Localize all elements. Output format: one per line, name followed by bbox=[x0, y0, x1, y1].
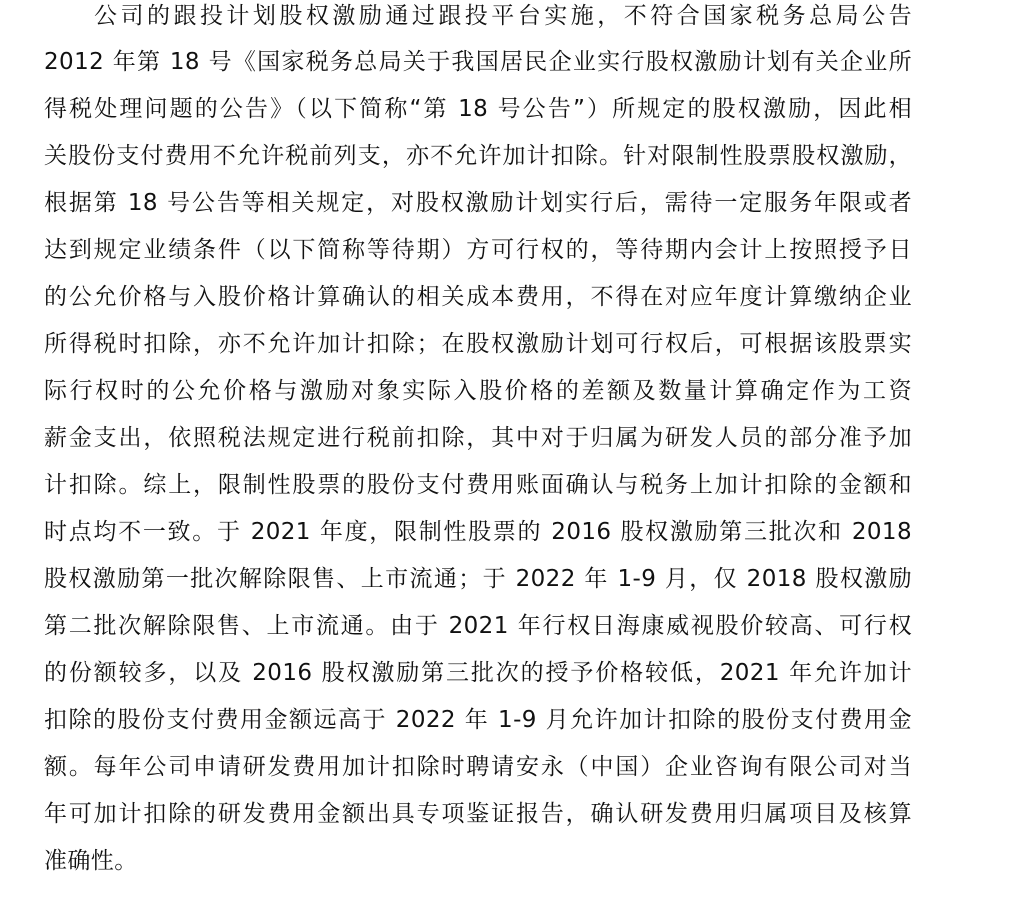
paragraph-line-6: 达到规定业绩条件（以下简称等待期）方可行权的，等待期内会计上按照授予日 bbox=[44, 237, 912, 263]
paragraph-line-17: 额。每年公司申请研发费用加计扣除时聘请安永（中国）企业咨询有限公司对当 bbox=[44, 754, 912, 780]
paragraph-line-5: 根据第 18 号公告等相关规定，对股权激励计划实行后，需待一定服务年限或者 bbox=[44, 190, 912, 216]
paragraph-line-16: 扣除的股份支付费用金额远高于 2022 年 1-9 月允许加计扣除的股份支付费用金 bbox=[44, 707, 912, 733]
paragraph-line-1: 公司的跟投计划股权激励通过跟投平台实施，不符合国家税务总局公告 bbox=[94, 3, 912, 29]
paragraph-line-3: 得税处理问题的公告》（以下简称“第 18 号公告”）所规定的股权激励，因此相 bbox=[44, 96, 912, 122]
paragraph-line-4: 关股份支付费用不允许税前列支，亦不允许加计扣除。针对限制性股票股权激励， bbox=[44, 143, 912, 169]
paragraph-line-2: 2012 年第 18 号《国家税务总局关于我国居民企业实行股权激励计划有关企业所 bbox=[44, 49, 912, 75]
paragraph-line-13: 股权激励第一批次解除限售、上市流通；于 2022 年 1-9 月，仅 2018 股权激励 bbox=[44, 566, 912, 592]
paragraph-line-14: 第二批次解除限售、上市流通。由于 2021 年行权日海康威视股价较高、可行权 bbox=[44, 613, 912, 639]
paragraph-line-15: 的份额较多，以及 2016 股权激励第三批次的授予价格较低，2021 年允许加计 bbox=[44, 660, 912, 686]
paragraph-line-10: 薪金支出，依照税法规定进行税前扣除，其中对于归属为研发人员的部分准予加 bbox=[44, 425, 912, 451]
paragraph-line-8: 所得税时扣除，亦不允许加计扣除；在股权激励计划可行权后，可根据该股票实 bbox=[44, 331, 912, 357]
paragraph-line-18: 年可加计扣除的研发费用金额出具专项鉴证报告，确认研发费用归属项目及核算 bbox=[44, 801, 912, 827]
paragraph-line-11: 计扣除。综上，限制性股票的股份支付费用账面确认与税务上加计扣除的金额和 bbox=[44, 472, 912, 498]
paragraph-line-19: 准确性。 bbox=[44, 848, 138, 874]
paragraph-line-12: 时点均不一致。于 2021 年度，限制性股票的 2016 股权激励第三批次和 2018 bbox=[44, 519, 912, 545]
paragraph-line-7: 的公允价格与入股价格计算确认的相关成本费用，不得在对应年度计算缴纳企业 bbox=[44, 284, 912, 310]
paragraph-line-9: 际行权时的公允价格与激励对象实际入股价格的差额及数量计算确定作为工资 bbox=[44, 378, 912, 404]
